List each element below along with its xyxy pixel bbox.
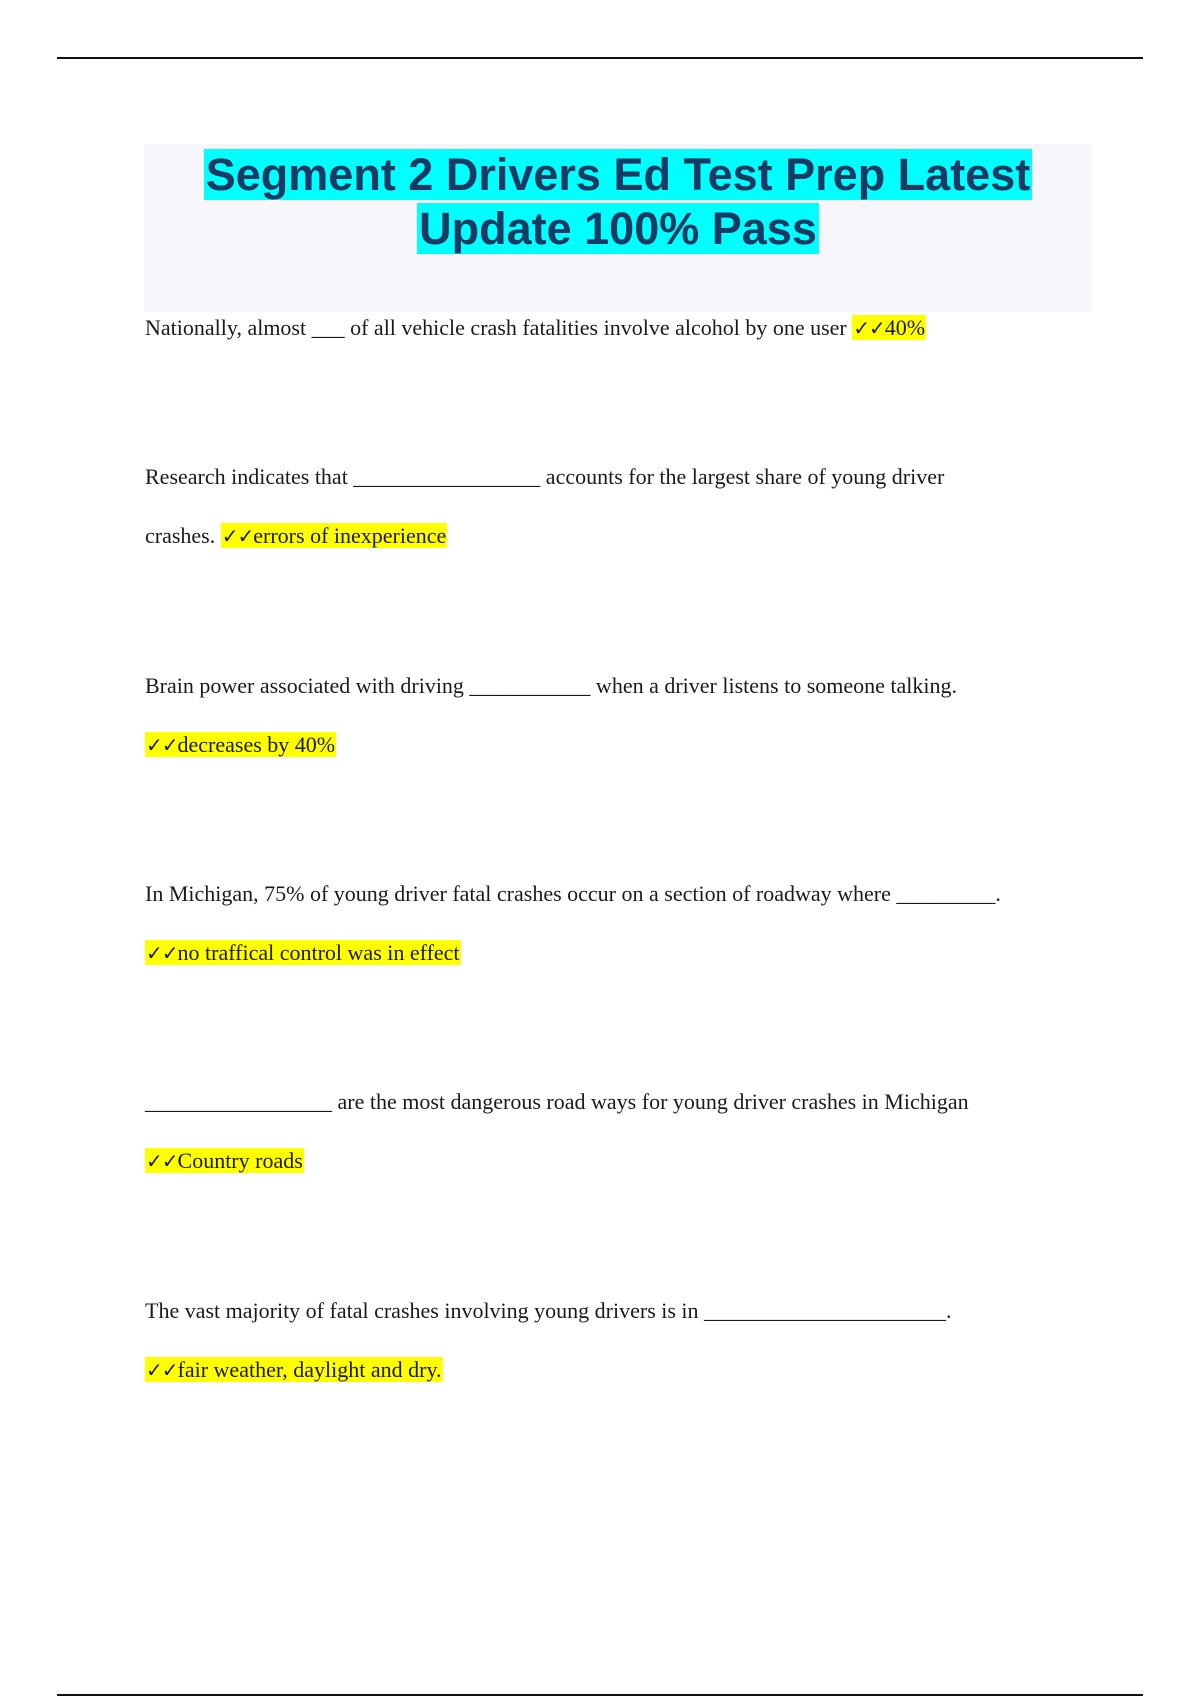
answer-1 <box>852 315 926 340</box>
answer-2-text: errors of inexperience <box>253 523 447 548</box>
qa-item-6 <box>145 1296 1095 1385</box>
answer-line-4 <box>145 938 1095 968</box>
question-2: Research indicates that _________________ accounts for the largest share of young driver <box>145 464 945 489</box>
answer-5 <box>145 1148 304 1173</box>
check-icon: ✓✓ <box>146 733 178 757</box>
check-icon: ✓✓ <box>146 1149 178 1173</box>
answer-line-5 <box>145 1146 1095 1176</box>
qa-item-5 <box>145 1087 1095 1176</box>
bottom-rule <box>57 1694 1143 1696</box>
answer-2 <box>221 523 448 548</box>
answer-5-text: Country roads <box>177 1148 303 1173</box>
question-1: Nationally, almost ___ of all vehicle crash fatalities involve alcohol by one user <box>145 315 847 340</box>
answer-3-text: decreases by 40% <box>177 732 336 757</box>
qa-item-1 <box>145 313 1095 343</box>
answer-line-6 <box>145 1355 1095 1385</box>
check-icon: ✓✓ <box>221 524 254 548</box>
top-rule <box>57 57 1143 59</box>
title-box <box>144 144 1092 312</box>
qa-item-3 <box>145 671 1095 760</box>
answer-3 <box>145 732 336 757</box>
check-icon: ✓✓ <box>146 941 178 965</box>
question-3: Brain power associated with driving ___________ when a driver listens to someone talking. <box>145 673 958 698</box>
answer-1-text: 40% <box>884 315 926 340</box>
qa-item-4 <box>145 879 1095 968</box>
question-2-cont: crashes. <box>145 523 216 548</box>
answer-6-text: fair weather, daylight and dry. <box>177 1357 442 1382</box>
qa-item-2 <box>145 462 1095 551</box>
question-4: In Michigan, 75% of young driver fatal crashes occur on a section of roadway where _________. <box>145 881 1001 906</box>
answer-6 <box>145 1357 443 1382</box>
page-title <box>144 144 1092 256</box>
question-6: The vast majority of fatal crashes involving young drivers is in ______________________. <box>145 1298 952 1323</box>
page-title-text: Segment 2 Drivers Ed Test Prep Latest Update 100% Pass <box>205 149 1031 254</box>
answer-4 <box>145 940 461 965</box>
answer-4-text: no traffical control was in effect <box>177 940 460 965</box>
check-icon: ✓✓ <box>853 316 885 340</box>
answer-line-3 <box>145 730 1095 760</box>
question-5: _________________ are the most dangerous road ways for young driver crashes in Michigan <box>145 1089 969 1114</box>
answer-line-2 <box>145 521 1095 551</box>
check-icon: ✓✓ <box>146 1358 178 1382</box>
